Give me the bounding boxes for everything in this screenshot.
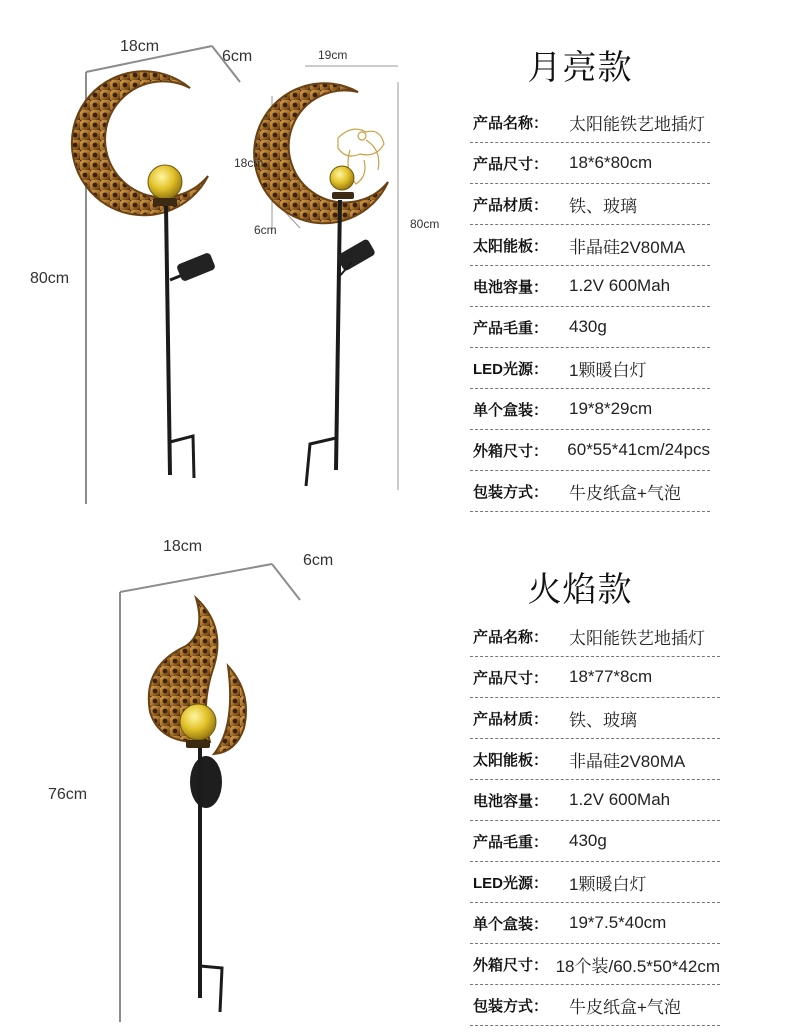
spec-row [470,780,720,821]
spec-row [470,143,710,184]
spec-label: 产品毛重： [473,319,549,337]
moon-box-length-label: 80cm [410,217,440,231]
flame-section [0,516,790,1032]
spec-row [470,471,710,512]
spec-label: LED光源： [473,874,549,892]
spec-value: 1颗暖白灯 [569,360,647,380]
spec-value: 铁、玻璃 [569,710,637,730]
spec-value: 非晶硅2V80MA [569,237,686,257]
spec-value: 18个装/60.5*50*42cm [555,956,720,976]
spec-label: 产品尺寸： [473,155,549,173]
moon-box-height-label: 18cm [234,156,264,170]
moon-depth-label: 6cm [222,48,253,65]
spec-label: 太阳能板： [473,237,549,255]
spec-row [470,225,710,266]
spec-row [470,657,720,698]
spec-value: 19*8*29cm [569,399,653,418]
flame-spec-table [470,616,720,1026]
spec-value: 1.2V 600Mah [569,790,671,809]
spec-value: 19*7.5*40cm [569,913,667,932]
spec-label: 产品毛重： [473,833,549,851]
flame-width-label: 18cm [163,538,203,555]
moon-box-depth-label: 6cm [254,223,277,237]
spec-row [470,862,720,903]
moon-title: 月亮款 [527,49,633,87]
spec-label: 产品名称： [473,628,549,646]
moon-box-width-label: 19cm [318,48,348,62]
spec-row [470,184,710,225]
spec-row [470,389,710,430]
moon-width-label: 18cm [120,38,160,55]
spec-label: 单个盒装： [473,401,549,419]
spec-row [470,348,710,389]
spec-row [470,307,710,348]
spec-value: 430g [569,831,607,850]
moon-spec-table [470,102,710,512]
spec-row [470,102,710,143]
spec-value: 18*6*80cm [569,153,653,172]
spec-label: 包装方式： [473,997,549,1015]
spec-label: 产品尺寸： [473,669,549,687]
spec-value: 牛皮纸盒+气泡 [569,997,681,1017]
spec-row [470,821,720,862]
spec-value: 18*77*8cm [569,667,653,686]
spec-value: 430g [569,317,607,336]
spec-row [470,985,720,1026]
spec-value: 牛皮纸盒+气泡 [569,483,681,503]
spec-value: 铁、玻璃 [569,196,637,216]
spec-label: 外箱尺寸： [473,956,549,974]
moon-lamp-right [254,66,398,490]
spec-label: 包装方式： [473,483,549,501]
spec-label: 电池容量： [473,278,549,296]
spec-value: 太阳能铁艺地插灯 [569,628,705,648]
spec-value: 1颗暖白灯 [569,874,647,894]
spec-row [470,698,720,739]
flame-depth-label: 6cm [303,552,334,569]
moon-lamp-left [72,71,216,478]
spec-value: 太阳能铁艺地插灯 [569,114,705,134]
flame-lamp [149,598,246,1012]
spec-label: 外箱尺寸： [473,442,549,460]
spec-label: LED光源： [473,360,549,378]
spec-value: 1.2V 600Mah [569,276,671,295]
moon-height-label: 80cm [30,270,70,287]
spec-row [470,266,710,307]
spec-row [470,944,720,985]
spec-row [470,430,710,471]
spec-label: 单个盒装： [473,915,549,933]
spec-label: 电池容量： [473,792,549,810]
spec-row [470,903,720,944]
spec-row [470,616,720,657]
flame-title: 火焰款 [527,571,633,609]
spec-label: 太阳能板： [473,751,549,769]
spec-label: 产品材质： [473,710,549,728]
spec-label: 产品材质： [473,196,549,214]
flame-height-label: 76cm [48,786,88,803]
spec-label: 产品名称： [473,114,549,132]
spec-value: 非晶硅2V80MA [569,751,686,771]
spec-value: 60*55*41cm/24pcs [567,440,710,459]
spec-row [470,739,720,780]
